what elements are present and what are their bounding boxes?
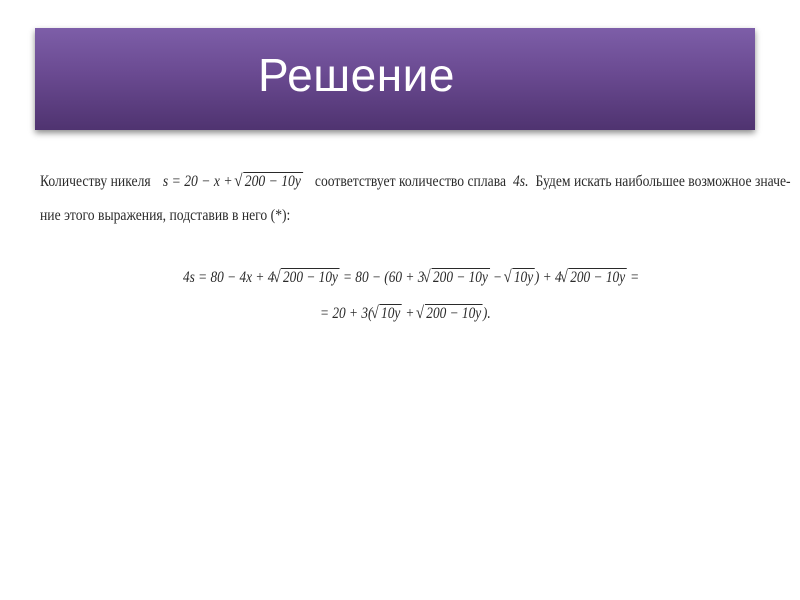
sqrt-expression: [372, 306, 402, 322]
slide-title: Решение: [258, 49, 455, 101]
sqrt-expression: [424, 270, 489, 286]
equation-part: ).: [482, 305, 491, 322]
equation-part: =: [626, 269, 640, 286]
math-expression: 4s.: [512, 173, 529, 190]
sqrt-expression: [236, 174, 303, 190]
equation-part: +: [402, 305, 418, 322]
text-line-1: [40, 174, 791, 190]
equation-part: ) + 4: [534, 269, 562, 286]
sqrt-expression: [562, 270, 627, 286]
math-expression: s = 20 − x +: [162, 173, 236, 190]
radicand: 10y: [381, 305, 401, 322]
radicand: 200 − 10y: [432, 269, 488, 286]
equation-part: −: [489, 269, 506, 286]
radicand: 200 − 10y: [244, 173, 301, 190]
equation-line-1: [183, 270, 639, 286]
text-segment: соответствует количество сплава: [314, 173, 507, 190]
radicand: 10y: [513, 269, 534, 286]
text-segment: Количеству никеля: [40, 173, 151, 190]
equation-part: = 20 + 3(: [320, 305, 373, 322]
radicand: 200 − 10y: [426, 305, 482, 322]
text-line-2: ние этого выражения, подставив в него (*):: [40, 207, 291, 224]
sqrt-expression: [274, 270, 339, 286]
radicand: 200 − 10y: [570, 269, 626, 286]
sqrt-expression: [418, 306, 483, 322]
sqrt-expression: [505, 270, 535, 286]
equation-part: = 80 − (60 + 3: [339, 269, 425, 286]
radicand: 200 − 10y: [283, 269, 338, 286]
equation-line-2: [320, 306, 491, 322]
equation-part: 4s = 80 − 4x + 4: [183, 269, 275, 286]
text-segment: Будем искать наибольшее возможное значе-: [535, 173, 791, 190]
